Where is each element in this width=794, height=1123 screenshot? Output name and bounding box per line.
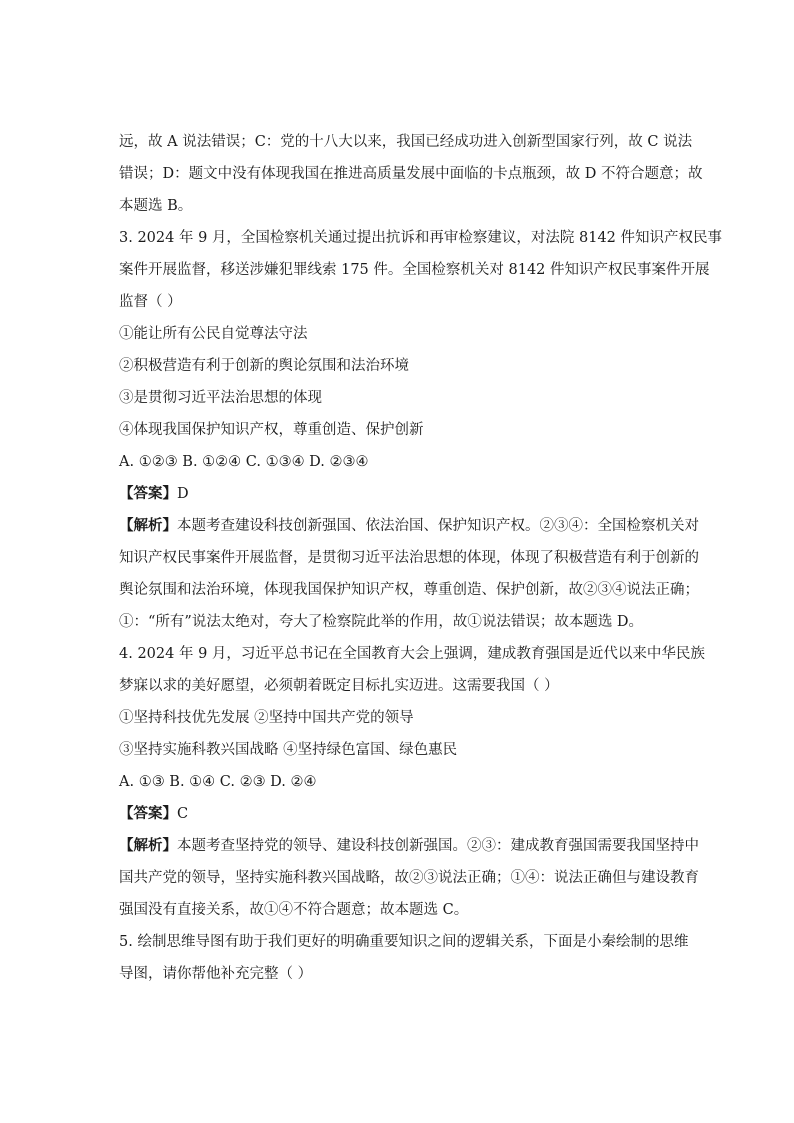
text-line (119, 164, 702, 184)
line-text: 本题考查坚持党的领导、建设科技创新强国。②③：建成教育强国需要我国坚持中 (177, 838, 699, 854)
text-line (119, 132, 692, 152)
question-5-stem (119, 932, 688, 952)
text-line (119, 580, 699, 600)
line-text: 监督（ ） (119, 294, 182, 310)
line-text: 4. 2024 年 9 月，习近平总书记在全国教育大会上强调，建成教育强国是近代以来中华民族 (119, 646, 705, 662)
line-text: 错误；D：题文中没有体现我国在推进高质量发展中面临的卡点瓶颈，故 D 不符合题意；故 (119, 166, 703, 182)
analysis-line (119, 836, 699, 856)
analysis-line (119, 516, 699, 536)
option-statement (119, 420, 424, 440)
text-line (119, 612, 643, 632)
line-text: 强国没有直接关系，故①④不符合题意；故本题选 C。 (119, 902, 469, 918)
line-text: ③坚持实施科教兴国战略 ④坚持绿色富国、绿色惠民 (119, 742, 458, 758)
line-text: 案件开展监督，移送涉嫌犯罪线索 175 件。全国检察机关对 8142 件知识产权民事案件开展 (119, 262, 710, 278)
line-text: 3. 2024 年 9 月，全国检察机关通过提出抗诉和再审检察建议，对法院 8142 件知识产权民事 (119, 230, 723, 246)
question-4-stem (119, 644, 705, 664)
option-statement (119, 708, 414, 728)
line-text: A. ①③ B. ①④ C. ②③ D. ②④ (119, 774, 317, 790)
text-line (119, 676, 559, 696)
answer-line (119, 804, 188, 824)
text-line (119, 260, 710, 280)
option-statement (119, 356, 409, 376)
answer-choices (119, 452, 369, 472)
line-text: ①坚持科技优先发展 ②坚持中国共产党的领导 (119, 710, 414, 726)
line-text: A. ①②③ B. ①②④ C. ①③④ D. ②③④ (119, 454, 369, 470)
option-statement (119, 388, 322, 408)
line-text: 本题考查建设科技创新强国、依法治国、保护知识产权。②③④：全国检察机关对 (177, 518, 699, 534)
line-text: ④体现我国保护知识产权，尊重创造、保护创新 (119, 422, 424, 438)
answer-label: 【答案】 (119, 485, 177, 502)
analysis-label: 【解析】 (119, 837, 177, 854)
line-text: ①能让所有公民自觉尊法守法 (119, 326, 308, 342)
answer-value: C (177, 806, 189, 822)
answer-choices (119, 772, 317, 792)
line-text: 导图，请你帮他补充完整（ ） (119, 966, 313, 982)
line-text: ③是贯彻习近平法治思想的体现 (119, 390, 322, 406)
answer-line (119, 484, 189, 504)
question-3-stem (119, 228, 722, 248)
line-text: 梦寐以求的美好愿望，必须朝着既定目标扎实迈进。这需要我国（ ） (119, 678, 559, 694)
line-text: 知识产权民事案件开展监督，是贯彻习近平法治思想的体现，体现了积极营造有利于创新的 (119, 550, 699, 566)
text-line (119, 964, 312, 984)
line-text: 5. 绘制思维导图有助于我们更好的明确重要知识之间的逻辑关系，下面是小秦绘制的思维 (119, 934, 689, 950)
text-line (119, 292, 182, 312)
text-line (119, 196, 192, 216)
analysis-label: 【解析】 (119, 517, 177, 534)
line-text: 国共产党的领导，坚持实施科教兴国战略，故②③说法正确；①④：说法正确但与建设教育 (119, 870, 699, 886)
line-text: 本题选 B。 (119, 198, 193, 214)
text-line (119, 900, 468, 920)
line-text: ②积极营造有利于创新的舆论氛围和法治环境 (119, 358, 409, 374)
text-line (119, 548, 699, 568)
answer-label: 【答案】 (119, 805, 177, 822)
answer-value: D (177, 486, 189, 502)
line-text: ①：“所有”说法太绝对，夸大了检察院此举的作用，故①说法错误；故本题选 D。 (119, 614, 644, 630)
line-text: 舆论氛围和法治环境，体现我国保护知识产权，尊重创造、保护创新，故②③④说法正确； (119, 582, 699, 598)
option-statement (119, 740, 457, 760)
option-statement (119, 324, 308, 344)
text-line (119, 868, 699, 888)
line-text: 远，故 A 说法错误；C：党的十八大以来，我国已经成功进入创新型国家行列，故 C 说法 (119, 134, 693, 150)
